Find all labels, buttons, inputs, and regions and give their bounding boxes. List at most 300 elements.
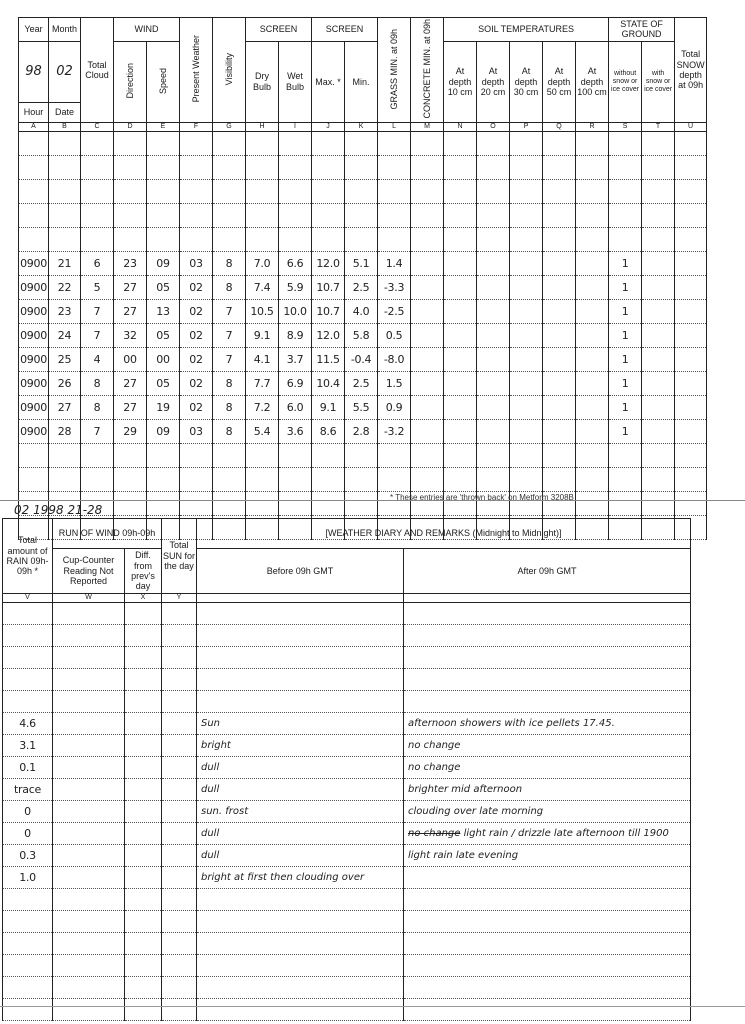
table-cell — [642, 299, 675, 323]
table-cell: 27 — [49, 395, 81, 419]
max-header: Max. * — [312, 41, 345, 122]
after-09h-header: After 09h GMT — [404, 549, 691, 594]
blank-cell — [180, 203, 213, 227]
blank-cell — [510, 227, 543, 251]
after-09h-remark — [404, 867, 691, 889]
table-cell: 27 — [114, 371, 147, 395]
blank-cell — [213, 491, 246, 515]
blank-cell — [642, 179, 675, 203]
table-cell — [642, 323, 675, 347]
blank-cell — [444, 179, 477, 203]
blank-cell — [213, 203, 246, 227]
table-cell: -2.5 — [378, 299, 411, 323]
table-cell — [675, 395, 707, 419]
blank-cell — [404, 933, 691, 955]
before-09h-remark: bright — [197, 735, 404, 757]
table-cell — [444, 419, 477, 443]
blank-cell — [642, 491, 675, 515]
blank-cell — [378, 203, 411, 227]
blank-row — [3, 999, 691, 1021]
blank-row — [19, 155, 707, 179]
cup-counter-cell — [53, 801, 125, 823]
table-cell: 23 — [114, 251, 147, 275]
table-cell: 7 — [213, 299, 246, 323]
blank-cell — [180, 467, 213, 491]
blank-cell — [114, 491, 147, 515]
screen-header-2: SCREEN — [312, 18, 378, 42]
blank-cell — [162, 669, 197, 691]
blank-cell — [114, 443, 147, 467]
table-cell: 10.7 — [312, 299, 345, 323]
blank-cell — [162, 691, 197, 713]
blank-cell — [19, 227, 49, 251]
blank-cell — [125, 603, 162, 625]
blank-cell — [345, 491, 378, 515]
blank-cell — [378, 467, 411, 491]
blank-cell — [378, 227, 411, 251]
table-cell: 02 — [180, 275, 213, 299]
table-cell — [444, 323, 477, 347]
table-cell: 0.9 — [378, 395, 411, 419]
diary-row — [3, 779, 691, 801]
diff-cell — [125, 801, 162, 823]
table-cell: 25 — [49, 347, 81, 371]
before-09h-remark: dull — [197, 779, 404, 801]
depth-10-header: At depth 10 cm — [444, 41, 477, 122]
blank-row — [3, 933, 691, 955]
blank-cell — [147, 131, 180, 155]
blank-cell — [3, 911, 53, 933]
month-value: 02 — [49, 41, 81, 102]
table-cell — [543, 299, 576, 323]
diary-row — [3, 735, 691, 757]
blank-cell — [246, 131, 279, 155]
blank-cell — [411, 155, 444, 179]
blank-cell — [162, 977, 197, 999]
state-of-ground-header: STATE OF GROUND — [609, 18, 675, 42]
table-cell: 0900 — [19, 347, 49, 371]
table-cell: 1 — [609, 419, 642, 443]
blank-cell — [411, 227, 444, 251]
after-09h-remark: light rain late evening — [404, 845, 691, 867]
table-cell: 5.1 — [345, 251, 378, 275]
table-row — [19, 395, 707, 419]
blank-cell — [53, 889, 125, 911]
table-row — [19, 347, 707, 371]
table-cell — [543, 323, 576, 347]
table-cell: 19 — [147, 395, 180, 419]
table-cell — [642, 395, 675, 419]
blank-cell — [642, 203, 675, 227]
hour-header: Hour — [19, 102, 49, 122]
blank-cell — [675, 491, 707, 515]
rain-value: 1.0 — [3, 867, 53, 889]
after-09h-remark: afternoon showers with ice pellets 17.45. — [404, 713, 691, 735]
table-cell: 02 — [180, 299, 213, 323]
column-letter: L — [378, 122, 411, 131]
page-divider — [0, 500, 745, 501]
blank-cell — [345, 443, 378, 467]
blank-cell — [53, 955, 125, 977]
column-letter: W — [53, 594, 125, 603]
table-cell — [543, 395, 576, 419]
table-cell: 27 — [114, 299, 147, 323]
sun-header: Total SUN for the day — [162, 519, 197, 594]
blank-cell — [213, 155, 246, 179]
speed-label: Speed — [157, 67, 168, 94]
blank-cell — [675, 179, 707, 203]
blank-cell — [675, 131, 707, 155]
blank-cell — [576, 179, 609, 203]
blank-cell — [162, 911, 197, 933]
table-cell — [543, 419, 576, 443]
blank-cell — [3, 955, 53, 977]
table-cell: 1 — [609, 347, 642, 371]
table-cell — [477, 347, 510, 371]
blank-cell — [609, 227, 642, 251]
column-letter: N — [444, 122, 477, 131]
table-cell — [411, 395, 444, 419]
column-letter — [197, 594, 404, 603]
table-cell: 9.1 — [246, 323, 279, 347]
observation-table — [18, 17, 707, 540]
table-cell: 09 — [147, 419, 180, 443]
blank-cell — [147, 443, 180, 467]
sun-cell — [162, 735, 197, 757]
diff-cell — [125, 757, 162, 779]
blank-cell — [543, 203, 576, 227]
table-cell: 9.1 — [312, 395, 345, 419]
table-row — [19, 299, 707, 323]
blank-cell — [312, 155, 345, 179]
blank-cell — [81, 131, 114, 155]
blank-cell — [576, 227, 609, 251]
table-cell: 8 — [213, 275, 246, 299]
period-label: 02 1998 21-28 — [14, 503, 103, 517]
table-cell: 5 — [81, 275, 114, 299]
visibility-label: Visibility — [223, 52, 234, 85]
blank-cell — [197, 955, 404, 977]
blank-cell — [345, 467, 378, 491]
table-cell: 5.9 — [279, 275, 312, 299]
blank-cell — [411, 443, 444, 467]
before-09h-remark: dull — [197, 845, 404, 867]
blank-cell — [19, 443, 49, 467]
blank-cell — [81, 155, 114, 179]
blank-cell — [213, 227, 246, 251]
cup-counter-cell — [53, 823, 125, 845]
with-snow-header: with snow or ice cover — [642, 41, 675, 122]
blank-cell — [197, 977, 404, 999]
table-cell — [477, 419, 510, 443]
diary-row — [3, 845, 691, 867]
blank-cell — [162, 999, 197, 1021]
table-cell: 32 — [114, 323, 147, 347]
blank-cell — [125, 911, 162, 933]
table-cell — [675, 323, 707, 347]
table-cell: 02 — [180, 395, 213, 419]
observation-form-bottom — [2, 518, 690, 994]
table-cell: 0900 — [19, 371, 49, 395]
table-cell: 2.5 — [345, 371, 378, 395]
blank-cell — [162, 647, 197, 669]
table-cell: 09 — [147, 251, 180, 275]
direction-label: Direction — [124, 62, 135, 99]
blank-cell — [213, 467, 246, 491]
blank-cell — [3, 647, 53, 669]
table-cell: 6.6 — [279, 251, 312, 275]
table-cell: 7.4 — [246, 275, 279, 299]
table-cell: 1 — [609, 299, 642, 323]
rain-value: trace — [3, 779, 53, 801]
blank-cell — [510, 131, 543, 155]
struck-remark: no change — [408, 828, 461, 839]
blank-cell — [125, 625, 162, 647]
diff-cell — [125, 735, 162, 757]
table-cell: 24 — [49, 323, 81, 347]
blank-cell — [279, 467, 312, 491]
blank-cell — [510, 443, 543, 467]
table-cell: 05 — [147, 275, 180, 299]
blank-cell — [378, 443, 411, 467]
table-cell — [510, 299, 543, 323]
table-cell: 02 — [180, 347, 213, 371]
blank-cell — [3, 977, 53, 999]
blank-cell — [477, 443, 510, 467]
blank-cell — [53, 669, 125, 691]
diff-cell — [125, 867, 162, 889]
table-cell — [477, 251, 510, 275]
table-cell: 0.5 — [378, 323, 411, 347]
blank-cell — [125, 933, 162, 955]
blank-cell — [53, 977, 125, 999]
date-header: Date — [49, 102, 81, 122]
blank-cell — [411, 179, 444, 203]
month-header: Month — [49, 18, 81, 42]
blank-cell — [444, 203, 477, 227]
rain-header: Total amount of RAIN 09h-09h * — [3, 519, 53, 594]
blank-cell — [345, 155, 378, 179]
blank-cell — [279, 443, 312, 467]
table-cell — [576, 299, 609, 323]
table-cell — [510, 395, 543, 419]
table-cell — [543, 251, 576, 275]
table-cell: 12.0 — [312, 251, 345, 275]
blank-cell — [114, 179, 147, 203]
column-letter: Q — [543, 122, 576, 131]
blank-cell — [378, 155, 411, 179]
table-cell: 03 — [180, 419, 213, 443]
blank-cell — [279, 131, 312, 155]
sun-cell — [162, 757, 197, 779]
table-cell: 0900 — [19, 419, 49, 443]
blank-row — [3, 691, 691, 713]
table-row — [19, 419, 707, 443]
table-cell — [510, 275, 543, 299]
blank-cell — [49, 203, 81, 227]
table-cell: 8.9 — [279, 323, 312, 347]
blank-cell — [279, 155, 312, 179]
table-cell: 02 — [180, 323, 213, 347]
table-cell — [543, 347, 576, 371]
blank-cell — [404, 889, 691, 911]
blank-cell — [147, 155, 180, 179]
table-cell: 12.0 — [312, 323, 345, 347]
rain-value: 0.3 — [3, 845, 53, 867]
blank-cell — [312, 491, 345, 515]
blank-cell — [246, 155, 279, 179]
blank-cell — [125, 955, 162, 977]
blank-cell — [444, 227, 477, 251]
blank-cell — [609, 155, 642, 179]
table-cell — [576, 251, 609, 275]
blank-cell — [576, 443, 609, 467]
table-cell: 7 — [81, 323, 114, 347]
table-cell: 1.4 — [378, 251, 411, 275]
blank-cell — [197, 603, 404, 625]
table-cell: 8 — [213, 371, 246, 395]
blank-row — [3, 977, 691, 999]
blank-row — [19, 467, 707, 491]
grass-min-label: GRASS MIN. at 09h — [388, 28, 399, 110]
sun-cell — [162, 713, 197, 735]
table-row — [19, 251, 707, 275]
diary-header: [WEATHER DIARY AND REMARKS (Midnight to Midnight)] — [197, 519, 691, 549]
table-cell — [411, 251, 444, 275]
sun-cell — [162, 845, 197, 867]
blank-cell — [162, 603, 197, 625]
blank-cell — [180, 491, 213, 515]
blank-cell — [279, 203, 312, 227]
column-letter: G — [213, 122, 246, 131]
diary-row — [3, 867, 691, 889]
table-cell — [642, 251, 675, 275]
table-cell: 05 — [147, 323, 180, 347]
direction-header — [114, 41, 147, 122]
table-cell: 3.6 — [279, 419, 312, 443]
blank-cell — [477, 203, 510, 227]
table-cell — [543, 275, 576, 299]
cup-counter-cell — [53, 735, 125, 757]
blank-cell — [180, 155, 213, 179]
blank-cell — [246, 179, 279, 203]
blank-cell — [345, 203, 378, 227]
blank-cell — [53, 911, 125, 933]
before-09h-remark: bright at first then clouding over — [197, 867, 404, 889]
table-cell — [510, 371, 543, 395]
blank-cell — [543, 179, 576, 203]
wet-bulb-header: Wet Bulb — [279, 41, 312, 122]
blank-cell — [19, 179, 49, 203]
blank-cell — [345, 131, 378, 155]
present-weather-label: Present Weather — [190, 35, 201, 103]
diary-rows — [3, 603, 691, 1021]
table-cell: 6 — [81, 251, 114, 275]
blank-row — [3, 603, 691, 625]
blank-cell — [147, 491, 180, 515]
table-cell — [576, 371, 609, 395]
table-cell — [411, 299, 444, 323]
table-cell: 2.8 — [345, 419, 378, 443]
blank-cell — [197, 625, 404, 647]
after-09h-remark — [404, 823, 691, 845]
rain-value: 0 — [3, 801, 53, 823]
blank-cell — [197, 669, 404, 691]
blank-cell — [125, 999, 162, 1021]
blank-cell — [404, 625, 691, 647]
blank-cell — [49, 443, 81, 467]
column-letter: A — [19, 122, 49, 131]
blank-row — [19, 131, 707, 155]
table-cell — [675, 419, 707, 443]
blank-cell — [246, 467, 279, 491]
table-cell — [510, 251, 543, 275]
remark-text: light rain / drizzle late afternoon till 1900 — [463, 828, 669, 839]
blank-cell — [404, 691, 691, 713]
blank-cell — [147, 179, 180, 203]
before-09h-header: Before 09h GMT — [197, 549, 404, 594]
blank-cell — [609, 131, 642, 155]
blank-row — [3, 889, 691, 911]
table-cell — [576, 323, 609, 347]
blank-row — [19, 179, 707, 203]
blank-cell — [477, 131, 510, 155]
blank-row — [3, 625, 691, 647]
table-cell — [576, 275, 609, 299]
cup-counter-header: Cup-Counter Reading Not Reported — [53, 549, 125, 594]
blank-cell — [49, 155, 81, 179]
blank-cell — [125, 647, 162, 669]
soil-temperatures-header: SOIL TEMPERATURES — [444, 18, 609, 42]
blank-cell — [404, 669, 691, 691]
blank-cell — [162, 625, 197, 647]
table-cell: -3.3 — [378, 275, 411, 299]
blank-cell — [114, 155, 147, 179]
table-cell — [477, 395, 510, 419]
blank-cell — [49, 179, 81, 203]
table-cell: -0.4 — [345, 347, 378, 371]
blank-cell — [19, 131, 49, 155]
blank-cell — [411, 131, 444, 155]
sun-cell — [162, 779, 197, 801]
blank-cell — [3, 889, 53, 911]
blank-cell — [477, 179, 510, 203]
blank-cell — [162, 889, 197, 911]
table-cell: 7.7 — [246, 371, 279, 395]
column-letters-row — [19, 122, 707, 131]
blank-cell — [477, 227, 510, 251]
blank-cell — [180, 131, 213, 155]
blank-cell — [246, 227, 279, 251]
before-09h-remark: dull — [197, 757, 404, 779]
table-cell: 8 — [213, 395, 246, 419]
table-cell — [675, 275, 707, 299]
blank-cell — [510, 467, 543, 491]
blank-cell — [576, 203, 609, 227]
blank-cell — [576, 467, 609, 491]
table-cell: 28 — [49, 419, 81, 443]
blank-cell — [576, 131, 609, 155]
table-cell: 4 — [81, 347, 114, 371]
blank-cell — [543, 227, 576, 251]
sun-cell — [162, 801, 197, 823]
blank-cell — [642, 227, 675, 251]
blank-cell — [114, 467, 147, 491]
blank-cell — [675, 155, 707, 179]
table-cell: 1 — [609, 371, 642, 395]
table-cell — [477, 371, 510, 395]
column-letter: K — [345, 122, 378, 131]
